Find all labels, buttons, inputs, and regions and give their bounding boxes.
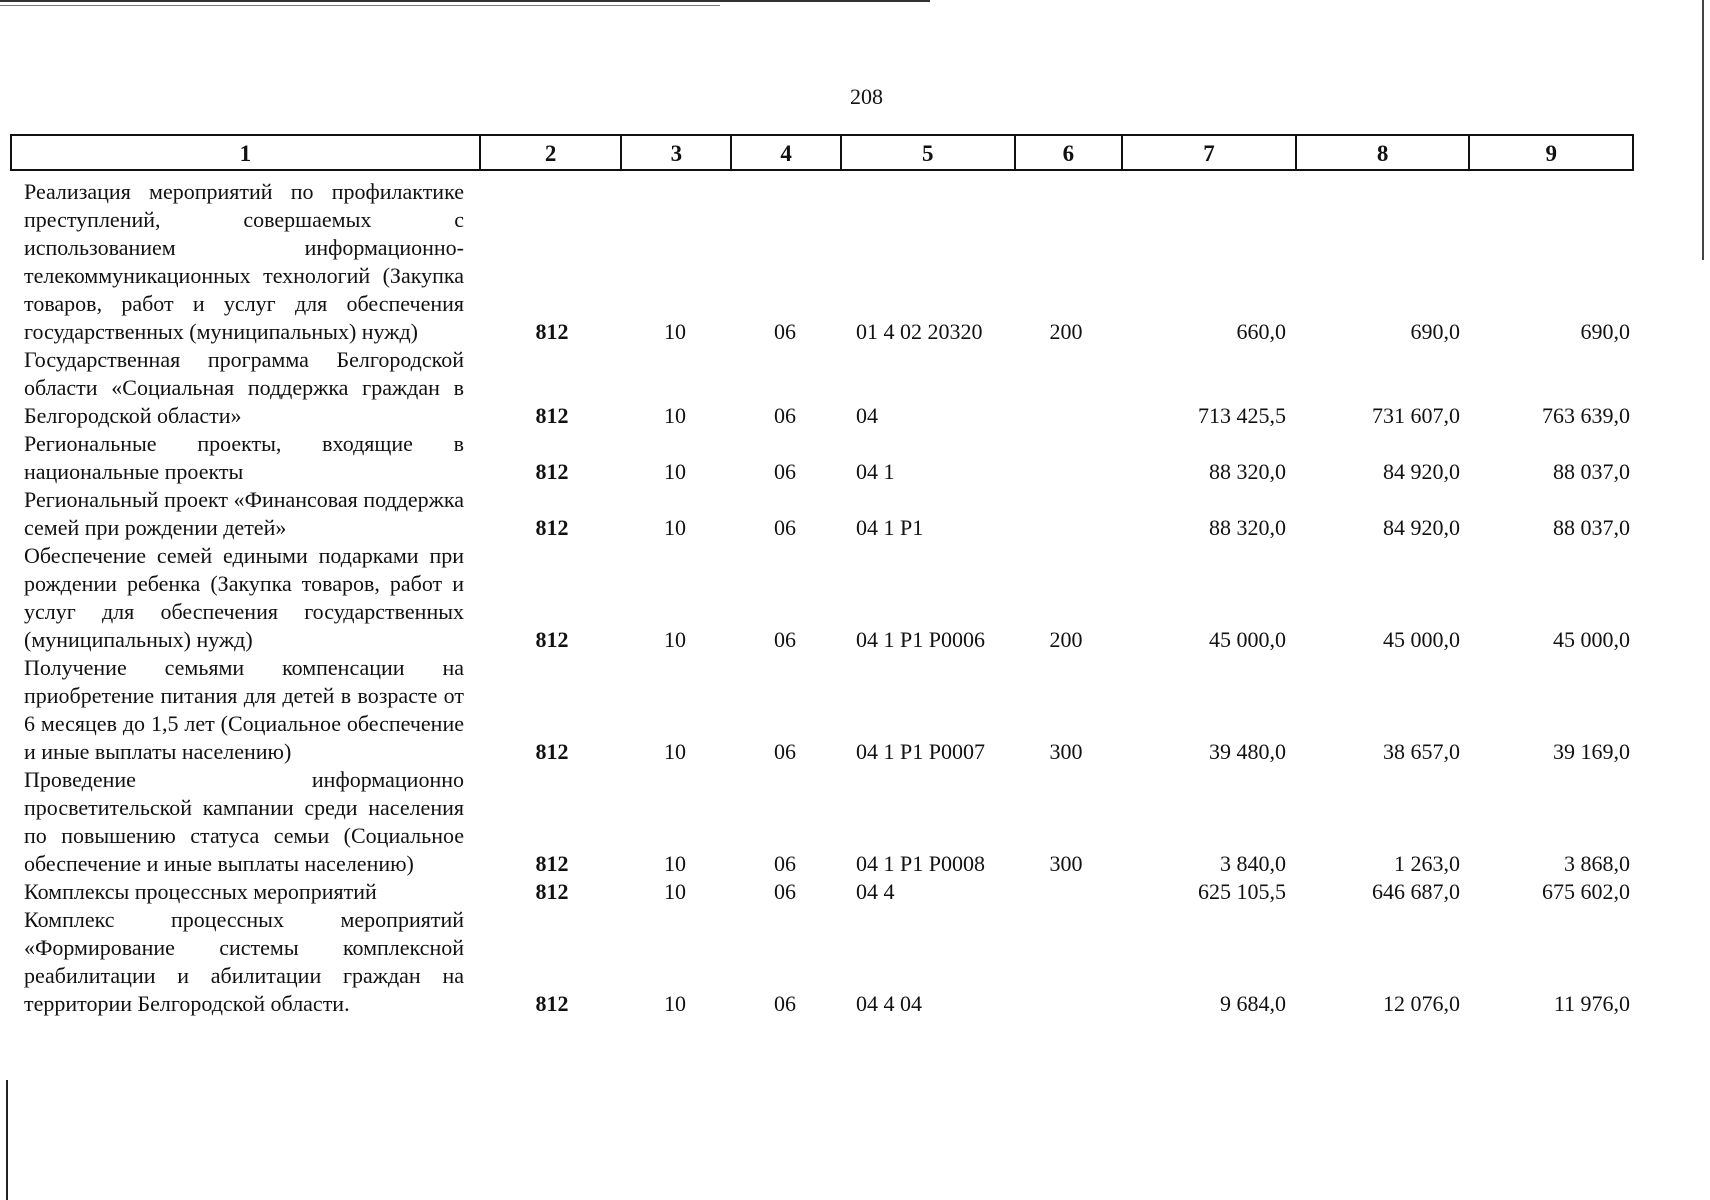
table-header-cell: 5 xyxy=(842,136,1016,169)
table-row xyxy=(10,346,1634,430)
table-row xyxy=(10,178,1634,346)
cell-col5: 01 4 02 20320 xyxy=(856,319,983,344)
table-row xyxy=(10,654,1634,766)
cell-col6: 300 xyxy=(1049,851,1083,876)
cell-col2: 812 xyxy=(535,403,569,428)
cell-col9: 690,0 xyxy=(1580,319,1630,344)
cell-col4: 06 xyxy=(774,319,796,344)
cell-col8: 45 000,0 xyxy=(1383,627,1460,652)
cell-col2: 812 xyxy=(535,459,569,484)
cell-col2: 812 xyxy=(535,851,569,876)
cell-col7: 9 684,0 xyxy=(1220,991,1286,1016)
cell-col7: 88 320,0 xyxy=(1209,459,1286,484)
cell-col2: 812 xyxy=(535,879,569,904)
row-name: Комплекс процессных мероприятий «Формирование системы комплексной реабилитации и абилитации граждан на территории Белгородской области. xyxy=(24,907,464,1016)
table-header-cell: 8 xyxy=(1297,136,1471,169)
cell-col9: 39 169,0 xyxy=(1553,739,1630,764)
cell-col3: 10 xyxy=(664,403,686,428)
cell-col3: 10 xyxy=(664,515,686,540)
table-header-cell: 6 xyxy=(1016,136,1124,169)
page-number: 208 xyxy=(850,84,883,109)
table-header-cell: 2 xyxy=(481,136,623,169)
row-name: Комплексы процессных мероприятий xyxy=(24,879,377,904)
cell-col6: 300 xyxy=(1049,739,1083,764)
table-row xyxy=(10,430,1634,486)
cell-col8: 1 263,0 xyxy=(1394,851,1460,876)
table-header-cell: 4 xyxy=(732,136,842,169)
cell-col3: 10 xyxy=(664,739,686,764)
table-body xyxy=(10,178,1634,1018)
cell-col4: 06 xyxy=(774,879,796,904)
cell-col7: 45 000,0 xyxy=(1209,627,1286,652)
cell-col7: 660,0 xyxy=(1236,319,1286,344)
table-row xyxy=(10,486,1634,542)
row-name: Проведение информационно просветительской кампании среди населения по повышению статуса семьи (Социальное обеспечение и иные выплаты населению) xyxy=(24,767,464,876)
cell-col5: 04 4 04 xyxy=(856,991,922,1016)
cell-col3: 10 xyxy=(664,319,686,344)
cell-col8: 731 607,0 xyxy=(1372,403,1460,428)
cell-col4: 06 xyxy=(774,403,796,428)
cell-col2: 812 xyxy=(535,515,569,540)
row-name: Обеспечение семей едиными подарками при рождении ребенка (Закупка товаров, работ и услуг для обеспечения государственных (муниципальных) нужд) xyxy=(24,543,464,652)
cell-col4: 06 xyxy=(774,739,796,764)
cell-col8: 12 076,0 xyxy=(1383,991,1460,1016)
cell-col7: 713 425,5 xyxy=(1198,403,1286,428)
cell-col3: 10 xyxy=(664,991,686,1016)
table-row xyxy=(10,878,1634,906)
cell-col4: 06 xyxy=(774,851,796,876)
cell-col7: 625 105,5 xyxy=(1198,879,1286,904)
cell-col9: 3 868,0 xyxy=(1564,851,1630,876)
cell-col9: 763 639,0 xyxy=(1542,403,1630,428)
scan-artifact-top-line-2 xyxy=(0,5,720,6)
scan-artifact-right-edge xyxy=(1702,0,1704,260)
scan-artifact-left-edge xyxy=(6,1080,8,1200)
table-row xyxy=(10,542,1634,654)
row-name: Получение семьями компенсации на приобретение питания для детей в возрасте от 6 месяцев до 1,5 лет (Социальное обеспечение и иные выплаты населению) xyxy=(24,655,464,764)
table-row xyxy=(10,766,1634,878)
cell-col4: 06 xyxy=(774,459,796,484)
cell-col2: 812 xyxy=(535,627,569,652)
cell-col6: 200 xyxy=(1049,627,1083,652)
cell-col8: 84 920,0 xyxy=(1383,459,1460,484)
cell-col9: 88 037,0 xyxy=(1553,515,1630,540)
cell-col9: 675 602,0 xyxy=(1542,879,1630,904)
cell-col4: 06 xyxy=(774,627,796,652)
cell-col4: 06 xyxy=(774,515,796,540)
cell-col8: 646 687,0 xyxy=(1372,879,1460,904)
cell-col5: 04 1 Р1 Р0007 xyxy=(856,739,985,764)
table-header-cell: 7 xyxy=(1123,136,1297,169)
cell-col2: 812 xyxy=(535,739,569,764)
table-row xyxy=(10,906,1634,1018)
row-name: Региональный проект «Финансовая поддержка семей при рождении детей» xyxy=(24,487,464,540)
cell-col3: 10 xyxy=(664,851,686,876)
scan-artifact-top-line xyxy=(0,0,930,2)
cell-col3: 10 xyxy=(664,879,686,904)
table-header-cell: 3 xyxy=(622,136,732,169)
cell-col9: 11 976,0 xyxy=(1553,991,1630,1016)
cell-col7: 39 480,0 xyxy=(1209,739,1286,764)
cell-col5: 04 1 xyxy=(856,459,895,484)
cell-col5: 04 1 Р1 Р0008 xyxy=(856,851,985,876)
cell-col7: 88 320,0 xyxy=(1209,515,1286,540)
cell-col5: 04 1 Р1 xyxy=(856,515,924,540)
cell-col6: 200 xyxy=(1049,319,1083,344)
table-header-cell: 1 xyxy=(12,136,481,169)
cell-col2: 812 xyxy=(535,991,569,1016)
cell-col7: 3 840,0 xyxy=(1220,851,1286,876)
cell-col3: 10 xyxy=(664,459,686,484)
cell-col9: 45 000,0 xyxy=(1553,627,1630,652)
row-name: Государственная программа Белгородской области «Социальная поддержка граждан в Белгородской области» xyxy=(24,347,464,428)
cell-col8: 690,0 xyxy=(1410,319,1460,344)
cell-col5: 04 1 Р1 Р0006 xyxy=(856,627,985,652)
cell-col2: 812 xyxy=(535,319,569,344)
cell-col8: 84 920,0 xyxy=(1383,515,1460,540)
cell-col9: 88 037,0 xyxy=(1553,459,1630,484)
cell-col5: 04 4 xyxy=(856,879,895,904)
row-name: Региональные проекты, входящие в национальные проекты xyxy=(24,431,464,484)
cell-col5: 04 xyxy=(856,403,878,428)
table-header-cell: 9 xyxy=(1545,141,1557,166)
cell-col4: 06 xyxy=(774,991,796,1016)
row-name: Реализация мероприятий по профилактике преступлений, совершаемых с использованием информационно-телекоммуникационных технологий (Закупка товаров, работ и услуг для обеспечения государственных (муниципальных) нужд) xyxy=(24,179,464,344)
cell-col3: 10 xyxy=(664,627,686,652)
table-header-row xyxy=(10,134,1634,171)
cell-col8: 38 657,0 xyxy=(1383,739,1460,764)
